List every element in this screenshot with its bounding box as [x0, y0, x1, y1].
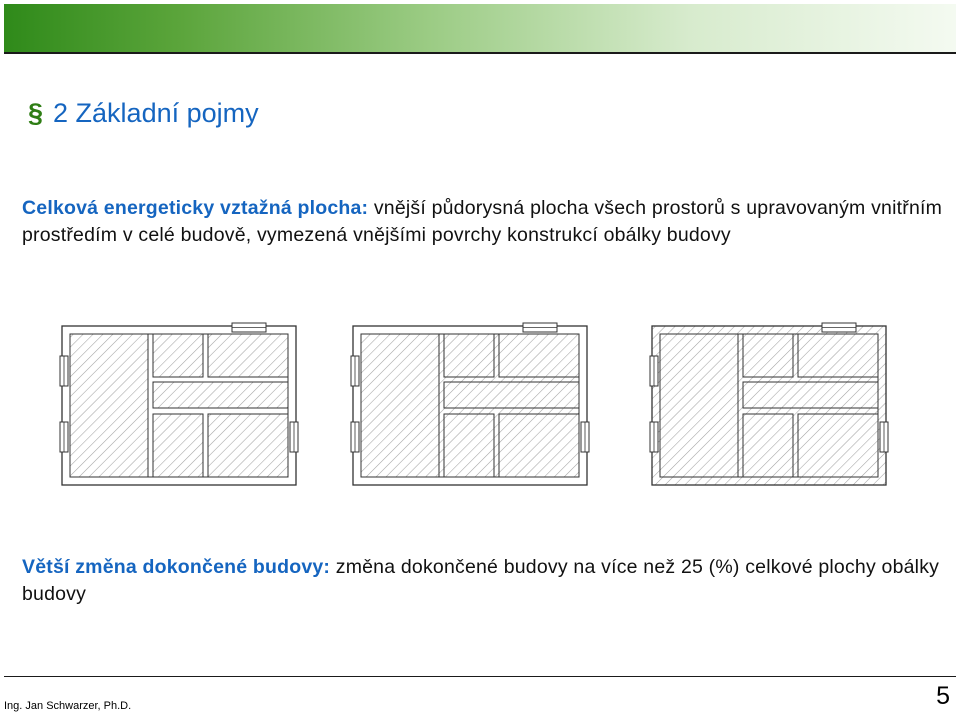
footer-divider [4, 676, 956, 677]
section-symbol: § [28, 98, 44, 128]
header-gradient-bar [4, 4, 956, 52]
header-divider [4, 52, 956, 54]
slide-title-text: 2 Základní pojmy [53, 98, 259, 128]
slide-title [28, 98, 259, 129]
floor-plan-3 [650, 323, 888, 485]
floor-plan-figures [0, 318, 960, 498]
definition-text: změna dokončené budovy na více než 25 (%) celkové plochy obálky budovy [22, 556, 940, 605]
floor-plan-2 [351, 323, 589, 485]
definition-term: Celková energeticky vztažná plocha: [22, 197, 369, 219]
floor-plan-1 [60, 323, 298, 485]
page-number: 5 [936, 682, 950, 710]
definition-text: vnější půdorysná plocha všech prostorů s upravovaným vnitřním prostředím v celé budově, vymezená vnějšími povrchy konstrukcí obálky budovy [22, 197, 943, 246]
definition-term: Větší změna dokončené budovy: [22, 556, 331, 578]
footer-author: Ing. Jan Schwarzer, Ph.D. [4, 700, 132, 712]
definition-energy-area [22, 195, 952, 249]
definition-major-change [22, 554, 952, 608]
